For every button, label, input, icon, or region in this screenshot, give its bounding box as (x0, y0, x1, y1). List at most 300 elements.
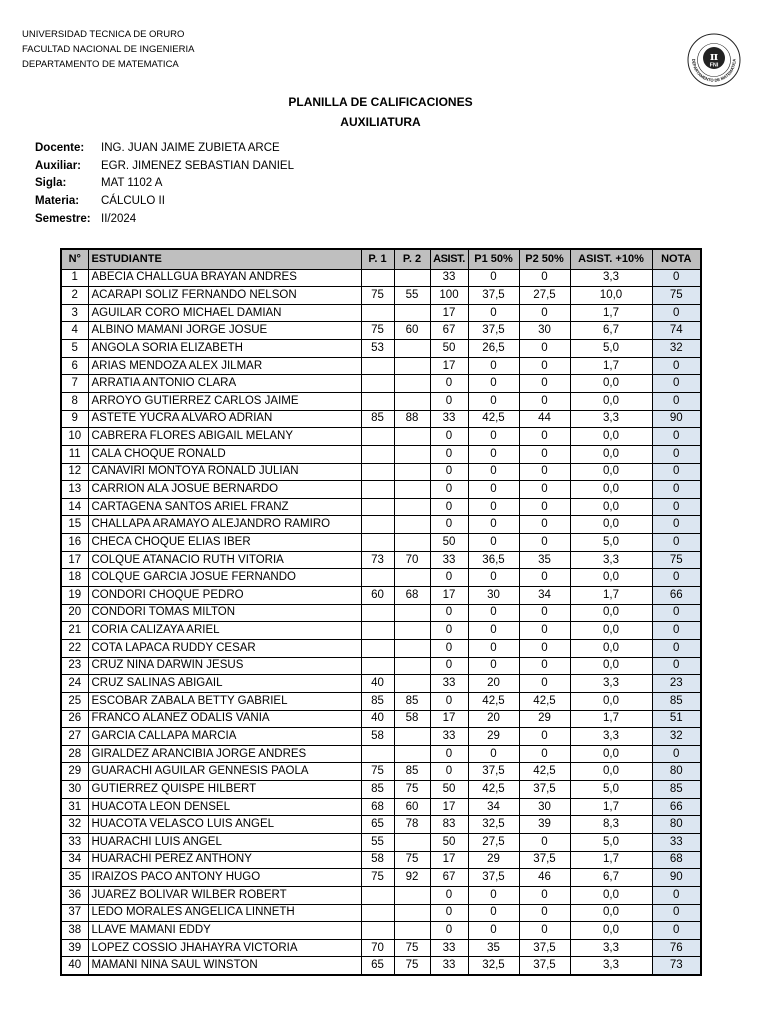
table-row (61, 410, 701, 428)
table-row (61, 745, 701, 763)
attendance-cell: 0 (430, 569, 468, 587)
exam-2-score-cell (394, 304, 430, 322)
student-name-cell: LLAVE MAMANI EDDY (88, 922, 361, 940)
row-number-cell: 32 (61, 816, 88, 834)
exam-1-weighted-cell: 0 (468, 604, 519, 622)
table-row (61, 569, 701, 587)
table-row (61, 322, 701, 340)
exam-2-score-cell: 78 (394, 816, 430, 834)
exam-2-score-cell (394, 269, 430, 287)
exam-2-weighted-cell: 0 (519, 516, 570, 534)
attendance-cell: 33 (430, 551, 468, 569)
attendance-cell: 0 (430, 657, 468, 675)
final-grade-cell: 75 (652, 287, 701, 305)
attendance-cell: 0 (430, 604, 468, 622)
final-grade-cell: 74 (652, 322, 701, 340)
exam-2-score-cell (394, 534, 430, 552)
exam-1-score-cell (361, 498, 394, 516)
exam-1-score-cell: 85 (361, 410, 394, 428)
exam-2-score-cell (394, 498, 430, 516)
attendance-cell: 0 (430, 745, 468, 763)
final-grade-cell: 75 (652, 551, 701, 569)
exam-1-weighted-cell: 0 (468, 357, 519, 375)
exam-2-score-cell (394, 481, 430, 499)
exam-2-weighted-cell: 0 (519, 904, 570, 922)
student-name-cell: CRUZ SALINAS ABIGAIL (88, 675, 361, 693)
table-row (61, 904, 701, 922)
attendance-cell: 50 (430, 534, 468, 552)
assistant-value: EGR. JIMENEZ SEBASTIAN DANIEL (101, 159, 294, 172)
student-name-cell: HUACOTA LEON DENSEL (88, 798, 361, 816)
student-name-cell: AGUILAR CORO MICHAEL DAMIAN (88, 304, 361, 322)
exam-2-score-cell: 60 (394, 798, 430, 816)
attendance-cell: 17 (430, 587, 468, 605)
attendance-cell: 0 (430, 481, 468, 499)
attendance-bonus-cell: 0,0 (570, 604, 652, 622)
row-number-cell: 29 (61, 763, 88, 781)
exam-2-weighted-cell: 37,5 (519, 851, 570, 869)
student-name-cell: CORIA CALIZAYA ARIEL (88, 622, 361, 640)
exam-1-weighted-cell: 37,5 (468, 869, 519, 887)
exam-2-weighted-cell: 0 (519, 728, 570, 746)
exam-2-score-cell (394, 622, 430, 640)
student-name-cell: ARIAS MENDOZA ALEX JILMAR (88, 357, 361, 375)
exam-1-score-cell: 75 (361, 763, 394, 781)
attendance-cell: 50 (430, 834, 468, 852)
student-name-cell: CARTAGENA SANTOS ARIEL FRANZ (88, 498, 361, 516)
student-name-cell: HUARACHI PEREZ ANTHONY (88, 851, 361, 869)
row-number-cell: 38 (61, 922, 88, 940)
student-name-cell: HUACOTA VELASCO LUIS ANGEL (88, 816, 361, 834)
exam-2-weighted-cell: 0 (519, 622, 570, 640)
final-grade-cell: 0 (652, 304, 701, 322)
attendance-bonus-cell: 0,0 (570, 428, 652, 446)
attendance-cell: 0 (430, 622, 468, 640)
final-grade-cell: 0 (652, 392, 701, 410)
exam-2-weighted-cell: 0 (519, 428, 570, 446)
table-row (61, 498, 701, 516)
attendance-bonus-cell: 1,7 (570, 710, 652, 728)
row-number-cell: 3 (61, 304, 88, 322)
exam-1-score-cell: 58 (361, 728, 394, 746)
table-row (61, 957, 701, 975)
exam-1-score-cell (361, 481, 394, 499)
exam-1-weighted-cell: 34 (468, 798, 519, 816)
attendance-bonus-cell: 3,3 (570, 269, 652, 287)
final-grade-cell: 0 (652, 516, 701, 534)
exam-2-score-cell (394, 745, 430, 763)
exam-2-weighted-cell: 0 (519, 834, 570, 852)
final-grade-cell: 68 (652, 851, 701, 869)
table-row (61, 304, 701, 322)
final-grade-cell: 80 (652, 763, 701, 781)
attendance-bonus-cell: 0,0 (570, 639, 652, 657)
student-name-cell: CALA CHOQUE RONALD (88, 445, 361, 463)
exam-1-score-cell (361, 392, 394, 410)
attendance-bonus-cell: 0,0 (570, 922, 652, 940)
student-name-cell: GARCIA CALLAPA MARCIA (88, 728, 361, 746)
exam-2-weighted-cell: 37,5 (519, 957, 570, 975)
document-subtitle: AUXILIATURA (340, 115, 421, 129)
exam-2-weighted-cell: 0 (519, 675, 570, 693)
table-row (61, 587, 701, 605)
attendance-cell: 17 (430, 710, 468, 728)
row-number-cell: 14 (61, 498, 88, 516)
row-number-cell: 8 (61, 392, 88, 410)
exam-1-weighted-cell: 0 (468, 922, 519, 940)
exam-1-score-cell (361, 463, 394, 481)
exam-1-weighted-cell: 29 (468, 728, 519, 746)
exam-2-score-cell (394, 445, 430, 463)
exam-2-score-cell (394, 675, 430, 693)
attendance-bonus-cell: 0,0 (570, 516, 652, 534)
semester-label: Semestre: (35, 212, 91, 225)
exam-1-score-cell: 75 (361, 869, 394, 887)
exam-1-weighted-cell: 0 (468, 516, 519, 534)
student-name-cell: ASTETE YUCRA ALVARO ADRIAN (88, 410, 361, 428)
attendance-cell: 17 (430, 851, 468, 869)
final-grade-cell: 0 (652, 463, 701, 481)
exam-1-score-cell (361, 269, 394, 287)
exam-1-weighted-cell: 27,5 (468, 834, 519, 852)
attendance-bonus-cell: 1,7 (570, 304, 652, 322)
exam-1-score-cell: 40 (361, 675, 394, 693)
attendance-bonus-cell: 8,3 (570, 816, 652, 834)
exam-1-score-cell: 53 (361, 340, 394, 358)
exam-2-score-cell: 75 (394, 781, 430, 799)
table-row (61, 728, 701, 746)
exam-1-weighted-cell: 0 (468, 534, 519, 552)
exam-1-weighted-cell: 35 (468, 939, 519, 957)
row-number-cell: 22 (61, 639, 88, 657)
exam-2-score-cell: 85 (394, 692, 430, 710)
exam-2-weighted-cell: 46 (519, 869, 570, 887)
student-name-cell: CABRERA FLORES ABIGAIL MELANY (88, 428, 361, 446)
row-number-cell: 18 (61, 569, 88, 587)
row-number-cell: 6 (61, 357, 88, 375)
student-name-cell: COLQUE GARCIA JOSUE FERNANDO (88, 569, 361, 587)
logo-ring-text-path: DEPARTAMENTO DE MATEMATICA (691, 58, 737, 83)
row-number-cell: 5 (61, 340, 88, 358)
table-row (61, 816, 701, 834)
exam-2-score-cell (394, 569, 430, 587)
exam-2-score-cell: 70 (394, 551, 430, 569)
table-row (61, 622, 701, 640)
student-name-cell: JUAREZ BOLIVAR WILBER ROBERT (88, 886, 361, 904)
table-row (61, 639, 701, 657)
attendance-cell: 33 (430, 410, 468, 428)
student-name-cell: CONDORI TOMAS MILTON (88, 604, 361, 622)
exam-2-score-cell (394, 340, 430, 358)
exam-2-weighted-cell: 0 (519, 569, 570, 587)
table-row (61, 604, 701, 622)
exam-1-score-cell: 65 (361, 816, 394, 834)
exam-1-score-cell: 75 (361, 287, 394, 305)
table-row (61, 692, 701, 710)
teacher-label: Docente: (35, 142, 85, 154)
student-name-cell: FRANCO ALANEZ ODALIS VANIA (88, 710, 361, 728)
exam-2-weighted-cell: 0 (519, 340, 570, 358)
final-grade-cell: 0 (652, 745, 701, 763)
exam-2-weighted-cell: 27,5 (519, 287, 570, 305)
exam-2-weighted-cell: 0 (519, 269, 570, 287)
student-name-cell: MAMANI NINA SAUL WINSTON (88, 957, 361, 975)
attendance-cell: 100 (430, 287, 468, 305)
exam-1-score-cell: 73 (361, 551, 394, 569)
attendance-bonus-cell: 5,0 (570, 534, 652, 552)
final-grade-cell: 85 (652, 781, 701, 799)
attendance-bonus-cell: 3,3 (570, 410, 652, 428)
logo-pi-symbol: π (709, 50, 719, 63)
exam-1-score-cell: 40 (361, 710, 394, 728)
exam-2-weighted-cell: 0 (519, 481, 570, 499)
attendance-bonus-cell: 0,0 (570, 481, 652, 499)
table-row (61, 551, 701, 569)
department-logo (687, 33, 741, 87)
table-row (61, 781, 701, 799)
attendance-bonus-cell: 0,0 (570, 569, 652, 587)
exam-2-score-cell: 55 (394, 287, 430, 305)
final-grade-cell: 0 (652, 428, 701, 446)
table-row (61, 534, 701, 552)
final-grade-cell: 85 (652, 692, 701, 710)
row-number-cell: 34 (61, 851, 88, 869)
exam-1-score-cell: 68 (361, 798, 394, 816)
row-number-cell: 23 (61, 657, 88, 675)
exam-2-score-cell (394, 463, 430, 481)
column-header-final-grade: NOTA (652, 249, 701, 269)
column-header-attendance-bonus: ASIST. +10% (570, 249, 652, 269)
final-grade-cell: 73 (652, 957, 701, 975)
attendance-bonus-cell: 0,0 (570, 886, 652, 904)
attendance-bonus-cell: 3,3 (570, 551, 652, 569)
grades-table-body (61, 269, 701, 975)
attendance-cell: 0 (430, 922, 468, 940)
exam-1-weighted-cell: 0 (468, 569, 519, 587)
attendance-bonus-cell: 0,0 (570, 622, 652, 640)
attendance-cell: 33 (430, 957, 468, 975)
table-row (61, 481, 701, 499)
exam-1-weighted-cell: 0 (468, 639, 519, 657)
column-header-number: N° (61, 249, 88, 269)
exam-2-score-cell: 60 (394, 322, 430, 340)
exam-1-weighted-cell: 20 (468, 675, 519, 693)
row-number-cell: 31 (61, 798, 88, 816)
attendance-cell: 50 (430, 781, 468, 799)
row-number-cell: 21 (61, 622, 88, 640)
column-header-exam-2-weighted: P2 50% (519, 249, 570, 269)
exam-1-weighted-cell: 37,5 (468, 287, 519, 305)
final-grade-cell: 0 (652, 445, 701, 463)
row-number-cell: 12 (61, 463, 88, 481)
exam-1-weighted-cell: 0 (468, 428, 519, 446)
exam-2-weighted-cell: 30 (519, 322, 570, 340)
final-grade-cell: 0 (652, 357, 701, 375)
exam-2-score-cell: 68 (394, 587, 430, 605)
attendance-bonus-cell: 1,7 (570, 851, 652, 869)
final-grade-cell: 0 (652, 569, 701, 587)
row-number-cell: 2 (61, 287, 88, 305)
student-name-cell: GUARACHI AGUILAR GENNESIS PAOLA (88, 763, 361, 781)
row-number-cell: 13 (61, 481, 88, 499)
university-name: UNIVERSIDAD TECNICA DE ORURO (22, 29, 185, 40)
final-grade-cell: 0 (652, 657, 701, 675)
final-grade-cell: 66 (652, 798, 701, 816)
exam-2-weighted-cell: 42,5 (519, 692, 570, 710)
exam-1-weighted-cell: 0 (468, 657, 519, 675)
row-number-cell: 16 (61, 534, 88, 552)
attendance-cell: 0 (430, 498, 468, 516)
course-code-value: MAT 1102 A (101, 177, 163, 190)
attendance-cell: 17 (430, 798, 468, 816)
table-row (61, 939, 701, 957)
student-name-cell: CARRION ALA JOSUE BERNARDO (88, 481, 361, 499)
exam-1-score-cell (361, 904, 394, 922)
student-name-cell: ARROYO GUTIERREZ CARLOS JAIME (88, 392, 361, 410)
exam-2-score-cell (394, 516, 430, 534)
exam-2-score-cell (394, 428, 430, 446)
final-grade-cell: 0 (652, 904, 701, 922)
row-number-cell: 15 (61, 516, 88, 534)
row-number-cell: 37 (61, 904, 88, 922)
final-grade-cell: 66 (652, 587, 701, 605)
exam-2-weighted-cell: 0 (519, 498, 570, 516)
exam-1-score-cell (361, 886, 394, 904)
row-number-cell: 25 (61, 692, 88, 710)
table-row (61, 763, 701, 781)
student-name-cell: IRAIZOS PACO ANTONY HUGO (88, 869, 361, 887)
assistant-label: Auxiliar: (35, 159, 82, 172)
attendance-cell: 0 (430, 516, 468, 534)
attendance-cell: 33 (430, 269, 468, 287)
exam-1-weighted-cell: 36,5 (468, 551, 519, 569)
final-grade-cell: 0 (652, 269, 701, 287)
teacher-value: ING. JUAN JAIME ZUBIETA ARCE (101, 142, 280, 154)
exam-1-score-cell (361, 604, 394, 622)
attendance-bonus-cell: 0,0 (570, 463, 652, 481)
exam-1-weighted-cell: 0 (468, 745, 519, 763)
exam-1-weighted-cell: 37,5 (468, 322, 519, 340)
table-row (61, 516, 701, 534)
exam-1-weighted-cell: 0 (468, 375, 519, 393)
student-name-cell: HUARACHI LUIS ANGEL (88, 834, 361, 852)
row-number-cell: 7 (61, 375, 88, 393)
exam-1-score-cell (361, 745, 394, 763)
exam-1-weighted-cell: 0 (468, 463, 519, 481)
final-grade-cell: 0 (652, 639, 701, 657)
attendance-bonus-cell: 5,0 (570, 834, 652, 852)
exam-2-score-cell (394, 375, 430, 393)
attendance-cell: 83 (430, 816, 468, 834)
exam-1-score-cell: 85 (361, 692, 394, 710)
exam-2-score-cell: 75 (394, 957, 430, 975)
student-name-cell: COTA LAPACA RUDDY CESAR (88, 639, 361, 657)
row-number-cell: 36 (61, 886, 88, 904)
table-row (61, 428, 701, 446)
column-header-student: ESTUDIANTE (88, 249, 361, 269)
exam-2-score-cell (394, 922, 430, 940)
student-name-cell: COLQUE ATANACIO RUTH VITORIA (88, 551, 361, 569)
student-name-cell: CONDORI CHOQUE PEDRO (88, 587, 361, 605)
exam-2-score-cell: 75 (394, 851, 430, 869)
exam-2-score-cell: 88 (394, 410, 430, 428)
final-grade-cell: 0 (652, 498, 701, 516)
exam-1-weighted-cell: 42,5 (468, 692, 519, 710)
row-number-cell: 10 (61, 428, 88, 446)
grades-table (60, 248, 702, 976)
exam-2-weighted-cell: 0 (519, 886, 570, 904)
document-title-block (230, 92, 531, 132)
attendance-cell: 0 (430, 463, 468, 481)
exam-1-weighted-cell: 29 (468, 851, 519, 869)
exam-2-weighted-cell: 37,5 (519, 781, 570, 799)
attendance-bonus-cell: 6,7 (570, 322, 652, 340)
exam-1-weighted-cell: 0 (468, 269, 519, 287)
exam-2-weighted-cell: 0 (519, 657, 570, 675)
exam-1-weighted-cell: 20 (468, 710, 519, 728)
exam-2-weighted-cell: 0 (519, 304, 570, 322)
exam-2-score-cell (394, 728, 430, 746)
table-row (61, 869, 701, 887)
student-name-cell: LEDO MORALES ANGELICA LINNETH (88, 904, 361, 922)
exam-1-score-cell (361, 622, 394, 640)
exam-1-weighted-cell: 32,5 (468, 816, 519, 834)
attendance-bonus-cell: 6,7 (570, 869, 652, 887)
attendance-bonus-cell: 0,0 (570, 375, 652, 393)
exam-1-weighted-cell: 0 (468, 622, 519, 640)
column-header-exam-1: P. 1 (361, 249, 394, 269)
exam-2-score-cell: 58 (394, 710, 430, 728)
exam-1-weighted-cell: 32,5 (468, 957, 519, 975)
final-grade-cell: 33 (652, 834, 701, 852)
exam-1-score-cell: 75 (361, 322, 394, 340)
column-header-attendance: ASIST. (430, 249, 468, 269)
exam-1-weighted-cell: 0 (468, 445, 519, 463)
exam-2-weighted-cell: 0 (519, 922, 570, 940)
attendance-cell: 67 (430, 322, 468, 340)
student-name-cell: CHECA CHOQUE ELIAS IBER (88, 534, 361, 552)
exam-2-weighted-cell: 0 (519, 392, 570, 410)
row-number-cell: 11 (61, 445, 88, 463)
final-grade-cell: 32 (652, 728, 701, 746)
exam-2-weighted-cell: 30 (519, 798, 570, 816)
row-number-cell: 40 (61, 957, 88, 975)
attendance-bonus-cell: 1,7 (570, 587, 652, 605)
attendance-bonus-cell: 0,0 (570, 745, 652, 763)
table-row (61, 710, 701, 728)
final-grade-cell: 90 (652, 410, 701, 428)
student-name-cell: ALBINO MAMANI JORGE JOSUE (88, 322, 361, 340)
exam-2-score-cell (394, 392, 430, 410)
exam-2-score-cell: 85 (394, 763, 430, 781)
attendance-bonus-cell: 3,3 (570, 675, 652, 693)
row-number-cell: 28 (61, 745, 88, 763)
exam-2-weighted-cell: 35 (519, 551, 570, 569)
attendance-cell: 0 (430, 392, 468, 410)
row-number-cell: 27 (61, 728, 88, 746)
attendance-cell: 0 (430, 428, 468, 446)
exam-2-score-cell (394, 886, 430, 904)
exam-1-weighted-cell: 30 (468, 587, 519, 605)
attendance-cell: 17 (430, 304, 468, 322)
row-number-cell: 33 (61, 834, 88, 852)
final-grade-cell: 0 (652, 534, 701, 552)
exam-2-weighted-cell: 42,5 (519, 763, 570, 781)
student-name-cell: ARRATIA ANTONIO CLARA (88, 375, 361, 393)
attendance-cell: 33 (430, 939, 468, 957)
table-row (61, 798, 701, 816)
document-title: PLANILLA DE CALIFICACIONES (288, 95, 473, 109)
